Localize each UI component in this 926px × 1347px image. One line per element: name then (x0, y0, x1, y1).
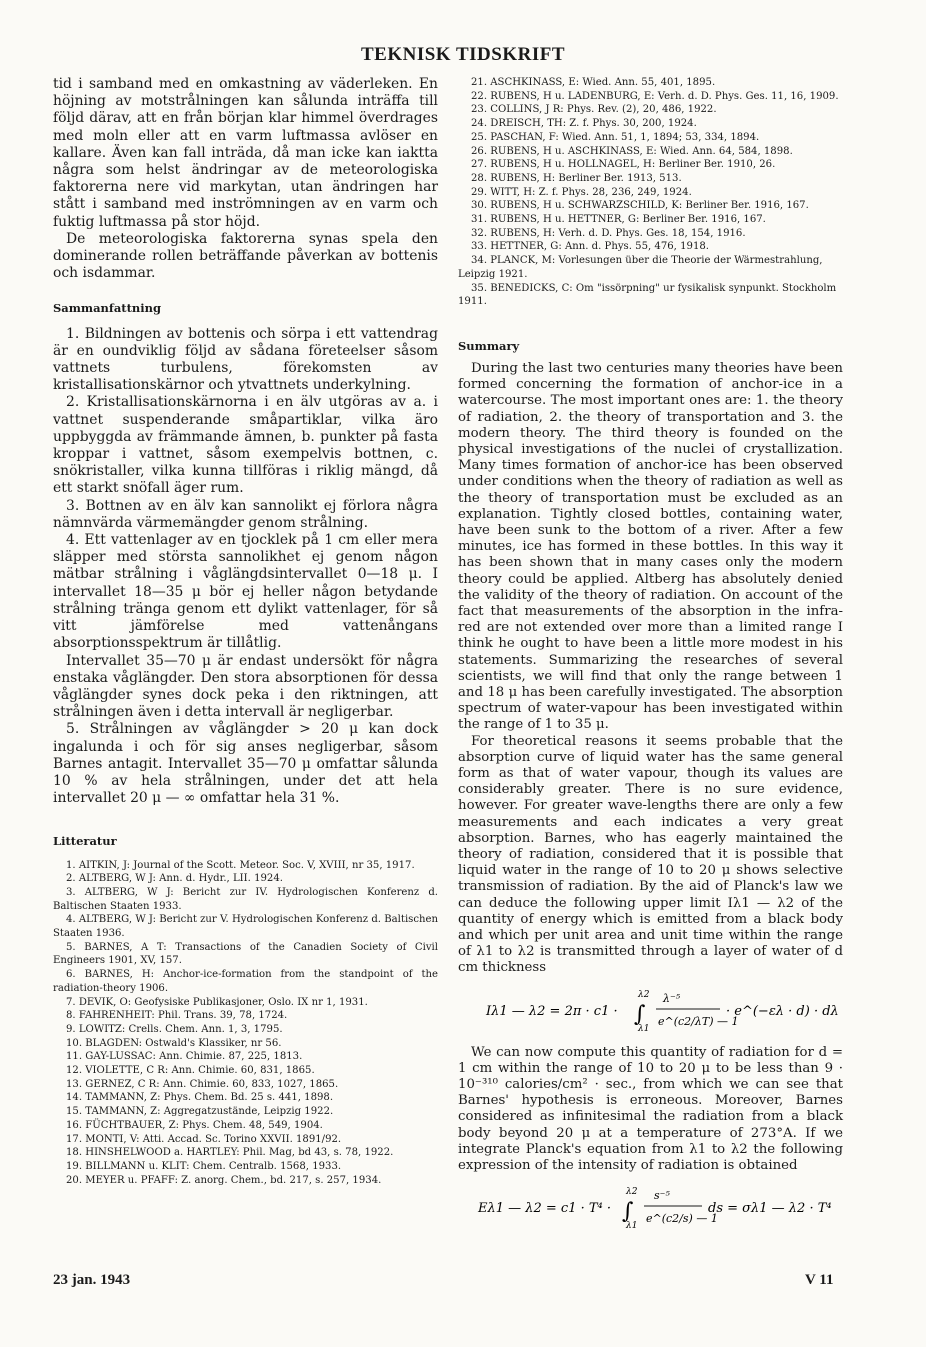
reference-item: 16. FÜCHTBAUER, Z: Phys. Chem. 48, 549, 1904. (66, 1119, 323, 1131)
journal-header: TEKNISK TIDSKRIFT (360, 44, 566, 65)
formula-1-numerator: λ⁻⁵ (663, 991, 681, 1005)
intro-text (53, 76, 438, 282)
reference-item: 29. WITT, H: Z. f. Phys. 28, 236, 249, 1924. (471, 186, 692, 198)
reference-item: 4. ALTBERG, W J: Bericht zur V. Hydrologischen Konferenz d. Baltischen Staaten 1936. (53, 914, 438, 940)
reference-item: 24. DREISCH, TH: Z. f. Phys. 30, 200, 1924. (471, 118, 697, 130)
formula-1-denominator: e^(c2/λT) — 1 (658, 1014, 739, 1028)
summary-item: 4. Ett vattenlager av en tjocklek på 1 cm eller mera släpper med största sannolikhet ej genom någon mätbar strålning i våglängdsintervallet 0—18 μ. I intervallet 18—35 μ bör ej heller någon betydande strålning tränga genom ett dylikt vattenlager, för så vitt jämförelse med vattenångans absorptionsspektrum är tillåtlig. (53, 532, 438, 652)
body-paragraph: De meteorologiska faktorerna synas spela den dominerande rollen beträffande påverkan av bottenis och isdammar. (53, 230, 438, 282)
reference-item: 7. DEVIK, O: Geofysiske Publikasjoner, Oslo. IX nr 1, 1931. (66, 996, 368, 1008)
planck-formula-1 (458, 985, 843, 1035)
formula-1-upper: λ2 (638, 989, 650, 1000)
reference-item: 13. GERNEZ, C R: Ann. Chimie. 60, 833, 1027, 1865. (66, 1078, 339, 1090)
reference-item: 8. FAHRENHEIT: Phil. Trans. 39, 78, 1724. (66, 1010, 288, 1022)
footer-page-number: V 11 (805, 1272, 834, 1288)
reference-item: 34. PLANCK, M: Vorlesungen über die Theorie der Wärmestrahlung, Leipzig 1921. (458, 255, 823, 280)
reference-list-right (458, 76, 843, 309)
reference-item: 3. ALTBERG, W J: Bericht zur IV. Hydrologischen Konferenz d. Baltischen Staaten 1933. (53, 886, 438, 912)
reference-item: 26. RUBENS, H u. ASCHKINASS, E: Wied. Ann. 64, 584, 1898. (471, 145, 793, 157)
formula-2-rhs: ds = σλ1 — λ2 · T⁴ (708, 1201, 832, 1217)
reference-item: 12. VIOLETTE, C R: Ann. Chimie. 60, 831, 1865. (66, 1065, 315, 1077)
formula-2-numerator: s⁻⁵ (654, 1189, 670, 1203)
planck-formula-2 (458, 1182, 843, 1232)
reference-item: 15. TAMMANN, Z: Aggregatzustände, Leipzig 1922. (66, 1106, 334, 1118)
integral-sign-1: ∫ (634, 1001, 646, 1027)
body-paragraph: tid i samband med en omkastning av väderleken. En höjning av motstrålningen kan sålunda inträffa till följd därav, att en från början klar himmel överdrages med moln eller att en varm luftmassa avlöser en kallare. Även kan fall inträda, då man icke kan iaktta några som helst ändringar av de meteorologiska faktorerna nere vid markytan, utan ändringen har stått i samband med inströmningen av en varm och fuktig luftmassa på stor höjd. (53, 76, 438, 230)
summary-item: 1. Bildningen av bottenis och sörpa i ett vattendrag är en oundviklig följd av sådana företeelser såsom vattnets turbulens, förekomsten av kristallisationskärnor och ytvattnets underkylning. (53, 325, 438, 394)
reference-list-left (53, 859, 438, 1188)
reference-item: 30. RUBENS, H u. SCHWARZSCHILD, K: Berliner Ber. 1916, 167. (471, 200, 809, 212)
reference-item: 23. COLLINS, J R: Phys. Rev. (2), 20, 486, 1922. (471, 104, 717, 116)
integral-sign-2: ∫ (622, 1199, 634, 1225)
formula-1-graphic (458, 985, 843, 1035)
reference-item: 32. RUBENS, H: Verh. d. D. Phys. Ges. 18, 154, 1916. (471, 227, 746, 239)
reference-item: 14. TAMMANN, Z: Phys. Chem. Bd. 25 s. 441, 1898. (66, 1092, 334, 1104)
english-summary (458, 361, 843, 1232)
reference-item: 22. RUBENS, H u. LADENBURG, E: Verh. d. D. Phys. Ges. 11, 16, 1909. (471, 90, 839, 102)
reference-item: 31. RUBENS, H u. HETTNER, G: Berliner Ber. 1916, 167. (471, 214, 766, 226)
summary-item: Intervallet 35—70 μ är endast undersökt för några enstaka våglängder. Den stora absorptionen för dessa våglängder synes dock peka i den riktningen, att strålningen även i detta intervall är negligerbar. (53, 652, 438, 721)
reference-item: 1. AITKIN, J: Journal of the Scott. Meteor. Soc. V, XVIII, nr 35, 1917. (66, 859, 415, 871)
summary-paragraph: For theoretical reasons it seems probable that the absorption curve of liquid water has the same general form as that of water vapour, though its values are considerably greater. There is no sure evidence, however. For greater wave-lengths there are only a few measurements and each indicates a very great absorption. Barnes, who has eagerly maintained the theory of radiation, considered that it is possible that liquid water in the range of 10 to 20 μ shows selective transmission of radiation. By the aid of Planck's law we can deduce the following upper limit Iλ1 — λ2 of the quantity of energy which is emitted from a black body and which per unit area and unit time within the range of λ1 to λ2 is transmitted through a layer of water of d cm thickness (458, 733, 843, 976)
reference-item: 18. HINSHELWOOD a. HARTLEY: Phil. Mag, bd 43, s. 78, 1922. (66, 1147, 394, 1159)
reference-item: 2. ALTBERG, W J: Ann. d. Hydr., LII. 1924. (66, 873, 283, 885)
reference-item: 21. ASCHKINASS, E: Wied. Ann. 55, 401, 1895. (471, 77, 716, 88)
formula-2-lower: λ1 (626, 1221, 638, 1232)
summary-item: 5. Strålningen av våglängder > 20 μ kan dock ingalunda i och för sig anses negligerbar, såsom Barnes antagit. Intervallet 35—70 μ omfattar sålunda 10 % av hela strålningen, under det att hela intervallet 20 μ — ∞ omfattar hela 31 %. (53, 721, 438, 807)
literature-heading: Litteratur (53, 834, 117, 849)
reference-item: 9. LOWITZ: Crells. Chem. Ann. 1, 3, 1795. (66, 1023, 283, 1035)
reference-item: 27. RUBENS, H u. HOLLNAGEL, H: Berliner Ber. 1910, 26. (471, 159, 776, 171)
reference-item: 19. BILLMANN u. KLIT: Chem. Centralb. 1568, 1933. (66, 1161, 342, 1172)
summary-heading-sv: Sammanfattning (53, 301, 162, 316)
reference-item: 5. BARNES, A T: Transactions of the Canadien Society of Civil Engineers 1901, XV, 157. (53, 941, 438, 967)
formula-2-upper: λ2 (626, 1187, 638, 1198)
reference-item: 35. BENEDICKS, C: Om "issörpning" ur fysikalisk synpunkt. Stockholm 1911. (458, 282, 837, 308)
summary-item: 3. Bottnen av en älv kan sannolikt ej förlora några nämnvärda värmemängder genom strålning. (53, 497, 438, 531)
formula-1-lhs: Iλ1 — λ2 = 2π · c1 · (486, 1003, 618, 1019)
reference-item: 33. HETTNER, G: Ann. d. Phys. 55, 476, 1918. (471, 241, 709, 253)
reference-item: 20. MEYER u. PFAFF: Z. anorg. Chem., bd. 217, s. 257, 1934. (66, 1174, 382, 1186)
formula-1-lower: λ1 (638, 1023, 650, 1034)
footer-date: 23 jan. 1943 (53, 1272, 131, 1288)
reference-item: 10. BLAGDEN: Ostwald's Klassiker, nr 56. (66, 1037, 282, 1049)
formula-2-lhs: Eλ1 — λ2 = c1 · T⁴ · (478, 1201, 612, 1217)
reference-item: 11. GAY-LUSSAC: Ann. Chimie. 87, 225, 1813. (66, 1051, 303, 1063)
right-column (458, 76, 843, 1242)
reference-item: 6. BARNES, H: Anchor-ice-formation from the standpoint of the radiation-theory 1906. (53, 969, 438, 994)
summary-paragraph: We can now compute this quantity of radiation for d = 1 cm within the range of 10 to 20 μ to be less than 9 · 10⁻³¹⁰ calories/cm² · sec., from which we can see that Barnes' hypothesis is erroneous. Moreover, Barnes considered as infinitesimal the radiation from a black body beyond 20 μ at a temperature of 273°A. If we integrate Planck's equation from λ1 to λ2 the following expression of the intensity of radiation is obtained (458, 1044, 843, 1174)
summary-heading-en: Summary (458, 338, 520, 353)
reference-item: 25. PASCHAN, F: Wied. Ann. 51, 1, 1894; 53, 334, 1894. (471, 131, 760, 143)
formula-2-denominator: e^(c2/s) — 1 (646, 1212, 718, 1226)
formula-1-rhs: · e^(−ελ · d) · dλ (726, 1003, 839, 1019)
summary-paragraph: During the last two centuries many theories have been formed concerning the formation of anchor-ice in a watercourse. The most important ones are: 1. the theory of radiation, 2. the theory of transportation and 3. the modern theory. The third theory is founded on the physical investigations of the nuclei of crystallization. Many times formation of anchor-ice has been observed under conditions when the theory of radiation as well as the theory of transportation must be excluded as an explanation. Tightly closed bottles, containing water, have been sunk to the bottom of a river. After a few minutes, ice has formed in these bottles. In this way it has been shown that in many cases only the modern theory could be applied. Altberg has absolutely denied the validity of the theory of radiation. On account of the fact that measurements of the absorption in the infra-red are not extended over more than a limited range I think he ought to have been a little more modest in his statements. Summarizing the researches of several scientists, we will find that only the range between 1 and 18 μ has been carefully investigated. The absorption spectrum of water-vapour has been investigated within the range of 1 to 35 μ. (458, 360, 843, 733)
swedish-summary (53, 326, 438, 808)
summary-item: 2. Kristallisationskärnorna i en älv utgöras av a. i vattnet suspenderande småpartiklar, vilka äro uppbyggda av främmande ämnen, b. punkter på fasta kroppar i vattnet, såsom exempelvis bottnen, c. snökristaller, vilka kunna tillföras i riklig mängd, då ett starkt snöfall äger rum. (53, 394, 438, 497)
formula-2-graphic (458, 1182, 843, 1232)
reference-item: 17. MONTI, V: Atti. Accad. Sc. Torino XXVII. 1891/92. (66, 1133, 342, 1145)
left-column (53, 76, 438, 1187)
reference-item: 28. RUBENS, H: Berliner Ber. 1913, 513. (471, 172, 682, 184)
